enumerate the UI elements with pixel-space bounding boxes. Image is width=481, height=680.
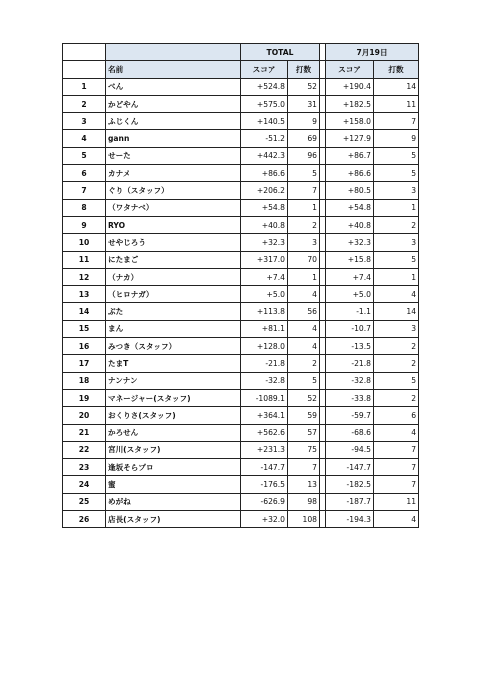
day-score-cell: +86.7: [326, 147, 374, 164]
total-count-cell: 70: [288, 251, 320, 268]
player-name-cell: ぶた: [106, 303, 241, 320]
day-score-cell: -32.8: [326, 372, 374, 389]
rank-cell: 4: [63, 130, 106, 147]
total-score-cell: +86.6: [241, 165, 288, 182]
player-name-cell: （ヒロナガ）: [106, 286, 241, 303]
rank-cell: 20: [63, 407, 106, 424]
total-score-column-header: スコア: [241, 61, 288, 78]
day-score-cell: -182.5: [326, 476, 374, 493]
player-name-cell: みつき（スタッフ）: [106, 338, 241, 355]
day-score-cell: +5.0: [326, 286, 374, 303]
table-row: [63, 389, 419, 406]
day-count-cell: 3: [374, 182, 419, 199]
rank-cell: 7: [63, 182, 106, 199]
total-score-cell: -147.7: [241, 459, 288, 476]
total-count-cell: 52: [288, 78, 320, 95]
day-count-cell: 7: [374, 476, 419, 493]
table-row: [63, 303, 419, 320]
total-score-cell: -21.8: [241, 355, 288, 372]
rank-cell: 5: [63, 147, 106, 164]
day-count-cell: 11: [374, 493, 419, 510]
day-count-cell: 6: [374, 407, 419, 424]
table-body: [63, 44, 419, 528]
table-row: [63, 459, 419, 476]
rank-cell: 25: [63, 493, 106, 510]
table-row: [63, 182, 419, 199]
total-count-cell: 108: [288, 511, 320, 528]
table-row: [63, 338, 419, 355]
player-name-cell: マネージャー(スタッフ): [106, 389, 241, 406]
day-score-cell: +7.4: [326, 268, 374, 285]
rank-cell: 17: [63, 355, 106, 372]
total-score-cell: +128.0: [241, 338, 288, 355]
day-count-cell: 5: [374, 251, 419, 268]
rank-cell: 22: [63, 441, 106, 458]
table-row: [63, 95, 419, 112]
total-count-cell: 4: [288, 320, 320, 337]
total-count-cell: 7: [288, 459, 320, 476]
table-row: [63, 424, 419, 441]
total-count-cell: 4: [288, 338, 320, 355]
rank-cell: 11: [63, 251, 106, 268]
total-score-cell: +206.2: [241, 182, 288, 199]
header-row-groups: [63, 44, 419, 61]
total-score-cell: +524.8: [241, 78, 288, 95]
player-name-cell: （ワタナベ）: [106, 199, 241, 216]
table-row: [63, 234, 419, 251]
total-count-cell: 75: [288, 441, 320, 458]
rank-cell: 16: [63, 338, 106, 355]
total-score-cell: +113.8: [241, 303, 288, 320]
total-score-cell: +231.3: [241, 441, 288, 458]
day-score-cell: -68.6: [326, 424, 374, 441]
day-score-cell: -1.1: [326, 303, 374, 320]
rank-cell: 15: [63, 320, 106, 337]
total-score-cell: +32.3: [241, 234, 288, 251]
day-score-cell: -187.7: [326, 493, 374, 510]
day-score-cell: +182.5: [326, 95, 374, 112]
player-name-cell: かろせん: [106, 424, 241, 441]
day-score-cell: -10.7: [326, 320, 374, 337]
table-row: [63, 511, 419, 528]
table-row: [63, 407, 419, 424]
day-score-cell: -21.8: [326, 355, 374, 372]
rank-cell: 12: [63, 268, 106, 285]
rank-cell: 13: [63, 286, 106, 303]
day-score-cell: +158.0: [326, 113, 374, 130]
total-count-cell: 2: [288, 355, 320, 372]
day-count-cell: 14: [374, 303, 419, 320]
total-score-cell: +40.8: [241, 216, 288, 233]
day-score-cell: -194.3: [326, 511, 374, 528]
day-count-cell: 7: [374, 459, 419, 476]
player-name-cell: たまT: [106, 355, 241, 372]
table-row: [63, 476, 419, 493]
rank-cell: 24: [63, 476, 106, 493]
table-row: [63, 113, 419, 130]
total-count-cell: 1: [288, 199, 320, 216]
rank-cell: 8: [63, 199, 106, 216]
rank-cell: 6: [63, 165, 106, 182]
day-score-cell: -33.8: [326, 389, 374, 406]
total-score-cell: +54.8: [241, 199, 288, 216]
rank-cell: 23: [63, 459, 106, 476]
table-row: [63, 286, 419, 303]
blank-rank-header-cell: [63, 61, 106, 78]
table-row: [63, 251, 419, 268]
table-row: [63, 493, 419, 510]
total-count-cell: 4: [288, 286, 320, 303]
rank-cell: 21: [63, 424, 106, 441]
total-score-cell: +140.5: [241, 113, 288, 130]
player-name-cell: 逢坂そらプロ: [106, 459, 241, 476]
day-count-cell: 2: [374, 216, 419, 233]
player-name-cell: べん: [106, 78, 241, 95]
day-count-cell: 3: [374, 234, 419, 251]
day-count-cell: 1: [374, 199, 419, 216]
table-row: [63, 199, 419, 216]
player-name-cell: せやじろう: [106, 234, 241, 251]
date-group-header: 7月19日: [326, 44, 419, 61]
total-score-cell: +317.0: [241, 251, 288, 268]
player-name-cell: 店長(スタッフ): [106, 511, 241, 528]
day-count-cell: 2: [374, 389, 419, 406]
day-count-cell: 11: [374, 95, 419, 112]
day-count-cell: 9: [374, 130, 419, 147]
table-row: [63, 216, 419, 233]
total-count-cell: 7: [288, 182, 320, 199]
player-name-cell: にたまご: [106, 251, 241, 268]
rank-cell: 18: [63, 372, 106, 389]
day-score-column-header: スコア: [326, 61, 374, 78]
total-count-cell: 98: [288, 493, 320, 510]
total-count-cell: 69: [288, 130, 320, 147]
day-count-cell: 5: [374, 165, 419, 182]
player-name-cell: （ナカ）: [106, 268, 241, 285]
player-name-cell: RYO: [106, 216, 241, 233]
rank-cell: 2: [63, 95, 106, 112]
total-score-cell: +81.1: [241, 320, 288, 337]
day-score-cell: -13.5: [326, 338, 374, 355]
day-count-cell: 1: [374, 268, 419, 285]
day-count-cell: 4: [374, 424, 419, 441]
day-count-cell: 14: [374, 78, 419, 95]
total-score-cell: -626.9: [241, 493, 288, 510]
total-score-cell: +364.1: [241, 407, 288, 424]
day-score-cell: +15.8: [326, 251, 374, 268]
day-score-cell: +80.5: [326, 182, 374, 199]
total-count-cell: 1: [288, 268, 320, 285]
player-name-cell: 蜜: [106, 476, 241, 493]
player-name-cell: かどやん: [106, 95, 241, 112]
total-count-cell: 9: [288, 113, 320, 130]
total-score-cell: -32.8: [241, 372, 288, 389]
total-score-cell: -51.2: [241, 130, 288, 147]
rank-cell: 19: [63, 389, 106, 406]
total-count-cell: 59: [288, 407, 320, 424]
table-row: [63, 130, 419, 147]
header-row-columns: [63, 61, 419, 78]
total-count-cell: 56: [288, 303, 320, 320]
total-count-column-header: 打数: [288, 61, 320, 78]
player-name-cell: めがね: [106, 493, 241, 510]
rank-cell: 1: [63, 78, 106, 95]
total-count-cell: 57: [288, 424, 320, 441]
day-score-cell: -94.5: [326, 441, 374, 458]
total-count-cell: 5: [288, 165, 320, 182]
total-count-cell: 31: [288, 95, 320, 112]
ranking-table: [62, 43, 419, 528]
total-score-cell: +32.0: [241, 511, 288, 528]
day-count-cell: 4: [374, 286, 419, 303]
player-name-cell: ふじくん: [106, 113, 241, 130]
blank-name-header-cell: [106, 44, 241, 61]
day-count-cell: 2: [374, 355, 419, 372]
name-column-header: 名前: [106, 61, 241, 78]
total-count-cell: 13: [288, 476, 320, 493]
day-count-cell: 5: [374, 147, 419, 164]
total-score-cell: +575.0: [241, 95, 288, 112]
total-score-cell: -176.5: [241, 476, 288, 493]
day-count-cell: 5: [374, 372, 419, 389]
player-name-cell: 宮川(スタッフ): [106, 441, 241, 458]
day-score-cell: +40.8: [326, 216, 374, 233]
total-score-cell: +5.0: [241, 286, 288, 303]
rank-cell: 14: [63, 303, 106, 320]
total-group-header: TOTAL: [241, 44, 320, 61]
table-row: [63, 441, 419, 458]
player-name-cell: まん: [106, 320, 241, 337]
day-score-cell: +127.9: [326, 130, 374, 147]
table-row: [63, 372, 419, 389]
rank-cell: 3: [63, 113, 106, 130]
total-count-cell: 3: [288, 234, 320, 251]
total-score-cell: -1089.1: [241, 389, 288, 406]
rank-cell: 9: [63, 216, 106, 233]
day-count-cell: 7: [374, 113, 419, 130]
total-count-cell: 52: [288, 389, 320, 406]
player-name-cell: カナメ: [106, 165, 241, 182]
player-name-cell: ナンナン: [106, 372, 241, 389]
day-count-cell: 4: [374, 511, 419, 528]
day-score-cell: +190.4: [326, 78, 374, 95]
day-count-cell: 2: [374, 338, 419, 355]
table-row: [63, 355, 419, 372]
table-row: [63, 78, 419, 95]
total-count-cell: 5: [288, 372, 320, 389]
day-count-cell: 3: [374, 320, 419, 337]
player-name-cell: ぐり（スタッフ）: [106, 182, 241, 199]
total-score-cell: +442.3: [241, 147, 288, 164]
total-score-cell: +562.6: [241, 424, 288, 441]
blank-corner-cell: [63, 44, 106, 61]
day-count-column-header: 打数: [374, 61, 419, 78]
total-score-cell: +7.4: [241, 268, 288, 285]
rank-cell: 26: [63, 511, 106, 528]
day-score-cell: +54.8: [326, 199, 374, 216]
player-name-cell: gann: [106, 130, 241, 147]
table-row: [63, 147, 419, 164]
rank-cell: 10: [63, 234, 106, 251]
day-score-cell: +32.3: [326, 234, 374, 251]
total-count-cell: 2: [288, 216, 320, 233]
total-count-cell: 96: [288, 147, 320, 164]
day-count-cell: 7: [374, 441, 419, 458]
player-name-cell: せーた: [106, 147, 241, 164]
day-score-cell: +86.6: [326, 165, 374, 182]
table-row: [63, 320, 419, 337]
table-row: [63, 165, 419, 182]
day-score-cell: -147.7: [326, 459, 374, 476]
table-row: [63, 268, 419, 285]
player-name-cell: おくりさ(スタッフ): [106, 407, 241, 424]
day-score-cell: -59.7: [326, 407, 374, 424]
